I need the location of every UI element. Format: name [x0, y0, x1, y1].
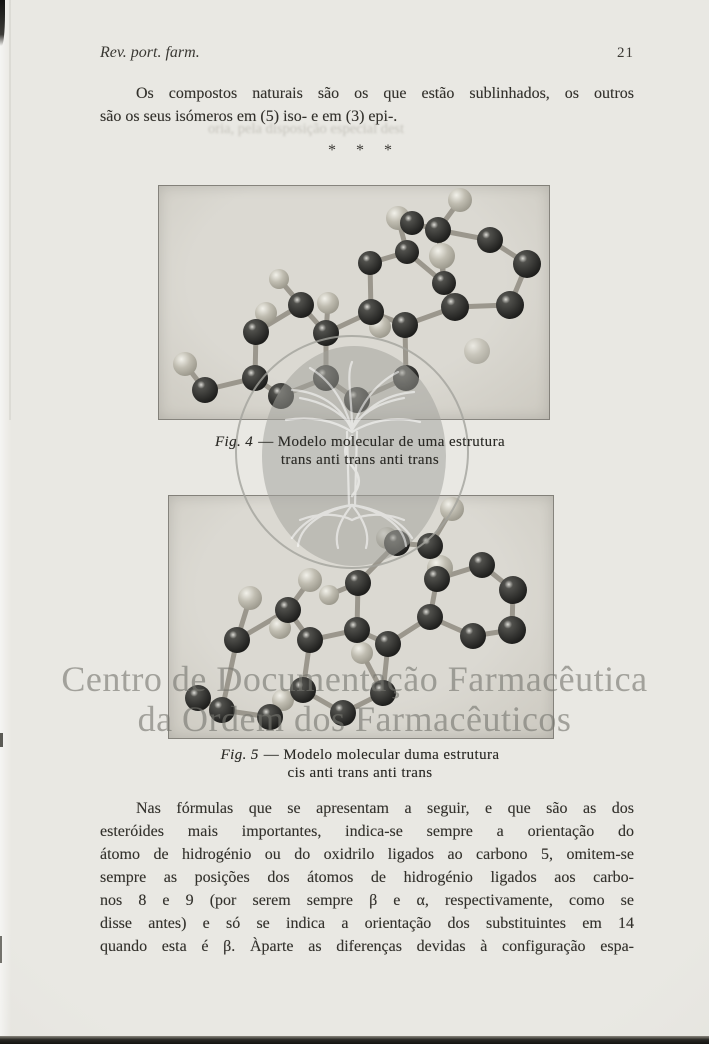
figure-5-caption-text: — Modelo molecular duma estrutura	[263, 747, 500, 763]
watermark-text-line2: da Ordem dos Farmacêuticos	[137, 699, 572, 739]
page-crease	[9, 0, 11, 420]
text-line: nos 8 e 9 (por serem sempre β e α, respectivamente, como se	[100, 892, 634, 909]
watermark-text-line1: Centro de Documentação Farmacêutica	[61, 659, 648, 699]
section-separator: * * *	[328, 142, 392, 159]
figure-4-caption-line2: trans anti trans anti trans	[280, 451, 440, 468]
journal-title: Rev. port. farm.	[100, 44, 200, 61]
figure-4-caption-text: — Modelo molecular de uma estrutura	[258, 434, 506, 450]
text-line: quando esta é β. Àparte as diferenças devidas à configuração espa-	[100, 938, 634, 955]
page-left-edge-shade	[0, 0, 16, 1044]
page-number: 21	[617, 45, 634, 61]
binding-edge-mark-middle	[0, 733, 3, 747]
figure-4-caption	[130, 434, 590, 469]
text-line: Nas fórmulas que se apresentam a seguir, e que são as dos	[136, 800, 634, 817]
figure-5-caption	[130, 747, 590, 782]
text-line: sempre as posições dos átomos de hidrogénio ligados aos carbo-	[100, 869, 634, 886]
text-line: átomo de hidrogénio ou do oxidrilo ligados ao carbono 5, omitem-se	[100, 846, 634, 863]
page-header	[100, 44, 634, 62]
intro-paragraph	[100, 82, 634, 128]
text-line: esteróides mais importantes, indica-se sempre a orientação do	[100, 823, 634, 840]
scan-bottom-edge	[0, 1036, 709, 1044]
text-line: disse antes) e só se indica a orientação dos substituintes em 14	[100, 915, 634, 932]
text-line: Os compostos naturais são os que estão sublinhados, os outros	[136, 85, 634, 102]
bleedthrough-text: oria, pela disposição especial dest	[208, 121, 405, 137]
figure-5-caption-line2: cis anti trans anti trans	[287, 764, 433, 781]
text-line: são os seus isómeros em (5) iso- e em (3) epi-.	[100, 108, 398, 125]
figure-5-label: Fig. 5	[220, 747, 259, 763]
body-paragraph	[100, 797, 634, 958]
binding-edge-mark-bottom	[0, 936, 2, 963]
figure-4-label: Fig. 4	[214, 434, 254, 450]
